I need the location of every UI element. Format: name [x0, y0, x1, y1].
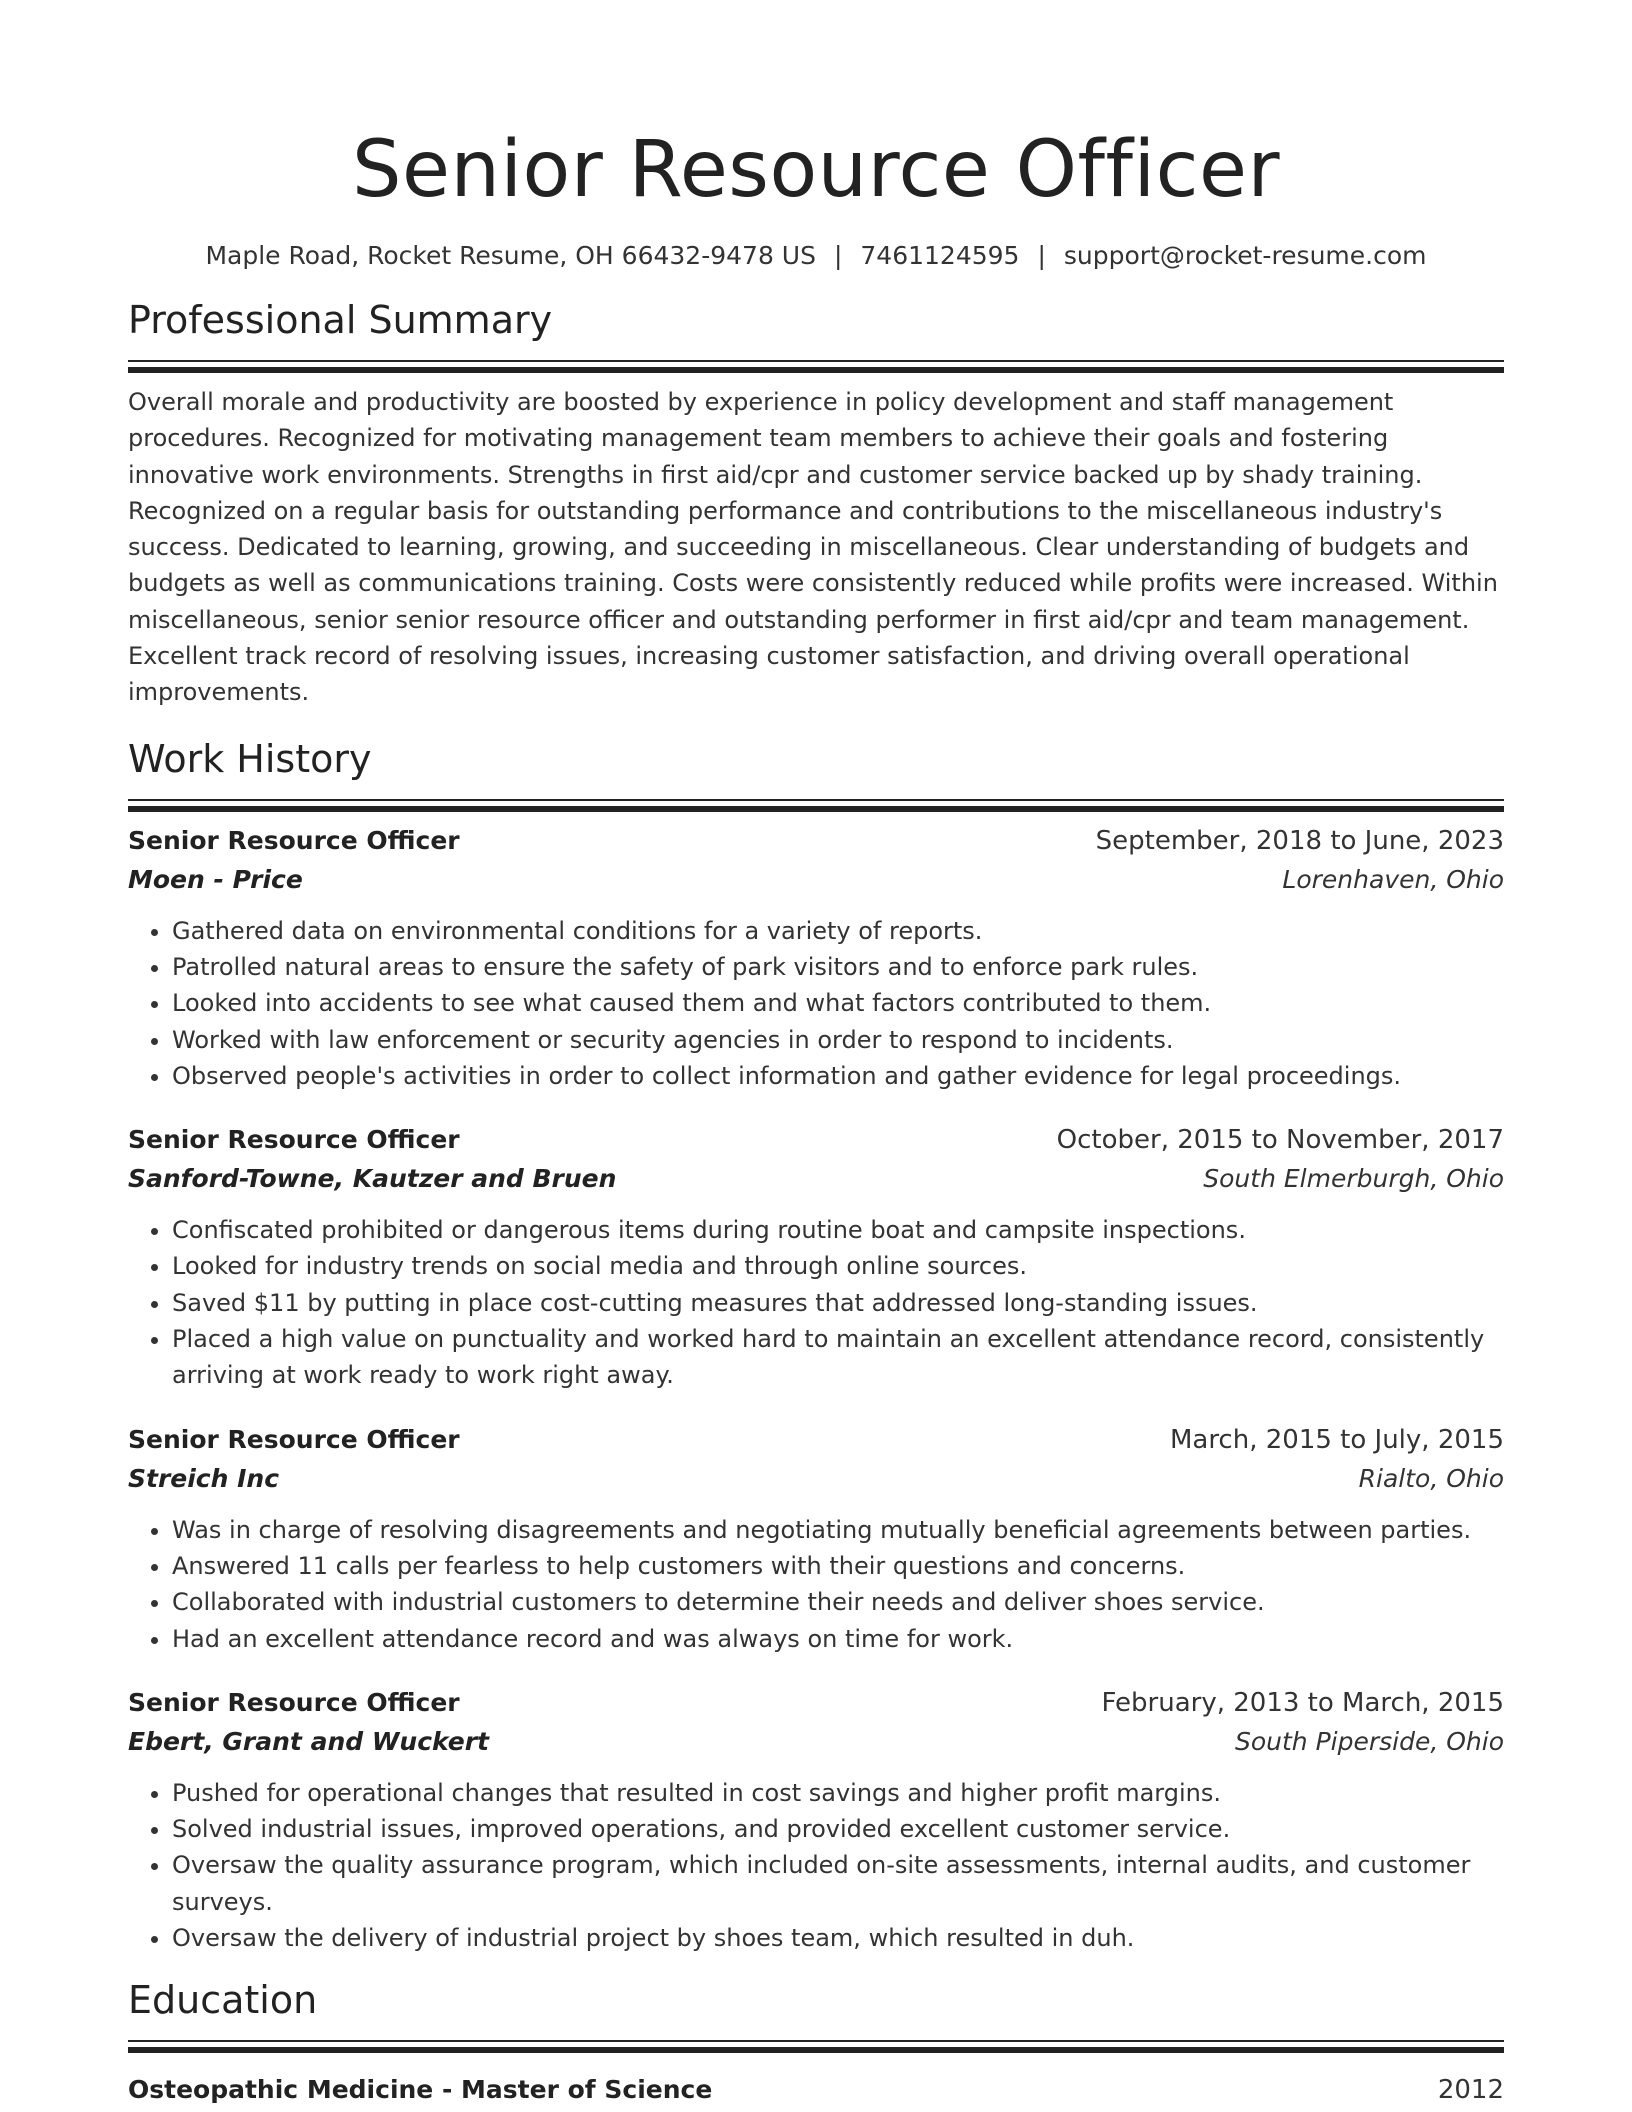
- job-subheader: [128, 861, 1504, 899]
- job-bullet: • Patrolled natural areas to ensure the safety of park visitors and to enforce park rules.: [172, 949, 1504, 985]
- job-dates: March, 2015 to July, 2015: [1169, 1424, 1504, 1455]
- section-divider: [128, 799, 1504, 809]
- job-company: Moen - Price: [128, 864, 303, 894]
- summary-section: [128, 296, 1504, 711]
- job-subheader: [128, 1160, 1504, 1198]
- work-history-heading: Work History: [128, 736, 372, 781]
- job-dates: October, 2015 to November, 2017: [1056, 1125, 1504, 1156]
- section-divider: [128, 2040, 1504, 2050]
- job-bullet: • Observed people's activities in order to collect information and gather evidence for legal proceedings.: [172, 1058, 1504, 1094]
- job-header: [128, 1683, 1504, 1723]
- job-bullet: • Was in charge of resolving disagreements and negotiating mutually beneficial agreements between parties.: [172, 1512, 1504, 1548]
- job-bullet: • Pushed for operational changes that resulted in cost savings and higher profit margins.: [172, 1775, 1504, 1811]
- job-bullet: • Oversaw the quality assurance program, which included on-site assessments, internal audits, and customer surveys.: [172, 1847, 1504, 1920]
- job-company: Ebert, Grant and Wuckert: [128, 1726, 490, 1756]
- education-degree: Osteopathic Medicine - Master of Science: [128, 2075, 713, 2105]
- contact-separator: |: [1037, 241, 1046, 270]
- job-title: Senior Resource Officer: [128, 1687, 460, 1717]
- job-title: Senior Resource Officer: [128, 1125, 460, 1155]
- job-bullet: • Worked with law enforcement or security agencies in order to respond to incidents.: [172, 1022, 1504, 1058]
- job-subheader: [128, 1723, 1504, 1761]
- education-heading: Education: [128, 1978, 318, 2023]
- job-bullet: • Looked for industry trends on social media and through online sources.: [172, 1248, 1504, 1284]
- job-header: [128, 1120, 1504, 1160]
- job-company: Sanford-Towne, Kautzer and Bruen: [128, 1164, 617, 1194]
- contact-address: Maple Road, Rocket Resume, OH 66432-9478 US: [205, 241, 816, 270]
- job-bullet: • Saved $11 by putting in place cost-cutting measures that addressed long-standing issues.: [172, 1285, 1504, 1321]
- job-location: Rialto, Ohio: [1358, 1463, 1504, 1493]
- job-bullets: [128, 1775, 1504, 1956]
- job-bullet: • Had an excellent attendance record and was always on time for work.: [172, 1621, 1504, 1657]
- job-subheader: [128, 1460, 1504, 1498]
- contact-separator: |: [833, 241, 843, 270]
- job-bullet: • Answered 11 calls per fearless to help customers with their questions and concerns.: [172, 1548, 1504, 1584]
- job-bullet: • Looked into accidents to see what caused them and what factors contributed to them.: [172, 985, 1504, 1021]
- job-bullet: • Oversaw the delivery of industrial project by shoes team, which resulted in duh.: [172, 1920, 1504, 1956]
- job-location: South Elmerburgh, Ohio: [1203, 1164, 1504, 1194]
- job-entry: [128, 1683, 1504, 1956]
- contact-line: [128, 238, 1504, 274]
- job-location: Lorenhaven, Ohio: [1282, 864, 1504, 894]
- education-entry: [128, 2070, 1504, 2110]
- job-bullet: • Gathered data on environmental conditions for a variety of reports.: [172, 913, 1504, 949]
- job-dates: September, 2018 to June, 2023: [1095, 825, 1504, 856]
- work-history-section: [128, 735, 1504, 1957]
- job-bullet: • Solved industrial issues, improved operations, and provided excellent customer service.: [172, 1811, 1504, 1847]
- job-bullet: • Confiscated prohibited or dangerous items during routine boat and campsite inspections.: [172, 1212, 1504, 1248]
- job-entry: [128, 821, 1504, 1094]
- job-entry: [128, 1120, 1504, 1393]
- job-header: [128, 821, 1504, 861]
- contact-email: support@rocket-resume.com: [1063, 241, 1427, 270]
- summary-text: Overall morale and productivity are boosted by experience in policy development and staff management procedures. Recognized for motivating management team members to achieve their goals and fostering innovative work environments. Strengths in first aid/cpr and customer service backed up by shady training. Recognized on a regular basis for outstanding performance and contributions to the miscellaneous industry's success. Dedicated to learning, growing, and succeeding in miscellaneous. Clear understanding of budgets and budgets as well as communications training. Costs were consistently reduced while profits were increased. Within miscellaneous, senior senior resource officer and outstanding performer in first aid/cpr and team management. Excellent track record of resolving issues, increasing customer satisfaction, and driving overall operational improvements.: [128, 388, 1498, 707]
- job-bullet: • Collaborated with industrial customers to determine their needs and deliver shoes service.: [172, 1584, 1504, 1620]
- job-entry: [128, 1420, 1504, 1657]
- job-title: Senior Resource Officer: [128, 825, 460, 855]
- job-dates: February, 2013 to March, 2015: [1101, 1687, 1504, 1718]
- summary-heading: Professional Summary: [128, 298, 553, 342]
- education-year: 2012: [1437, 2075, 1504, 2106]
- job-bullets: [128, 913, 1504, 1094]
- job-location: South Piperside, Ohio: [1234, 1726, 1504, 1756]
- resume-name: Senior Resource Officer: [351, 125, 1281, 215]
- contact-phone: 7461124595: [860, 241, 1020, 270]
- job-bullets: [128, 1512, 1504, 1657]
- job-bullets: [128, 1212, 1504, 1393]
- education-section: [128, 1976, 1504, 2110]
- resume-page: [128, 0, 1504, 2110]
- job-bullet: • Placed a high value on punctuality and worked hard to maintain an excellent attendance record, consistently arriving at work ready to work right away.: [172, 1321, 1504, 1394]
- job-title: Senior Resource Officer: [128, 1424, 460, 1454]
- job-company: Streich Inc: [128, 1463, 280, 1493]
- section-divider: [128, 360, 1504, 370]
- job-header: [128, 1420, 1504, 1460]
